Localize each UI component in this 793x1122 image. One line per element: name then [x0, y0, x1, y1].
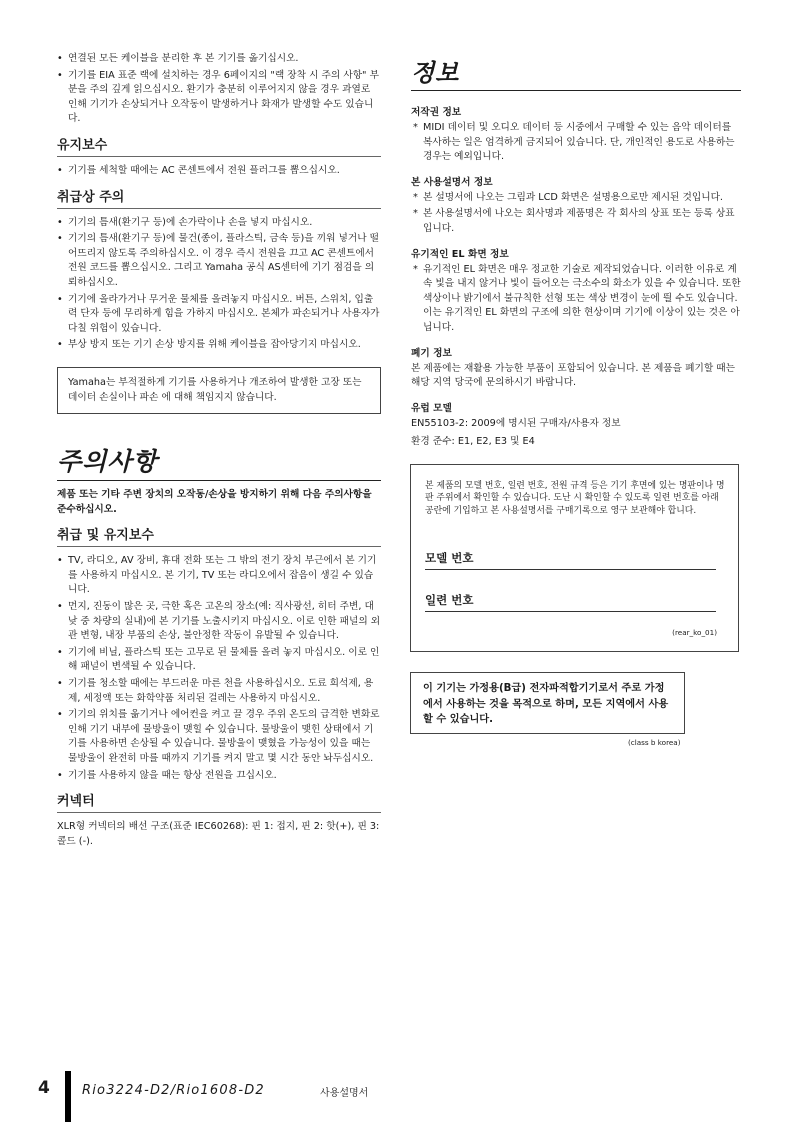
list-item: • 기기를 EIA 표준 랙에 설치하는 경우 6페이지의 "랙 장착 시 주의 사항" 부분을 주의 깊게 읽으십시오. 환기가 충분히 이루어지지 않을 경우 과열로 인해 기기가 손상되거나 오작동이 발생하거나 화재가 발생할 수도 있습니다. [57, 69, 381, 127]
caution-lead: 제품 또는 기타 주변 장치의 오작동/손상을 방지하기 위해 다음 주의사항을 준수하십시오. [57, 489, 372, 515]
info-title: 정보 [411, 53, 741, 91]
list-item: • 기기의 틈새(환기구 등)에 물건(종이, 플라스틱, 금속 등)을 끼워 넣거나 떨어뜨리지 않도록 주의하십시오. 이 경우 즉시 전원을 끄고 AC 콘센트에서 전원 코드를 뽑으십시오. 그리고 Yamaha 공식 AS센터에 기기 점검을 의뢰하십시오. [57, 232, 381, 290]
list-item: * 유기적인 EL 화면은 매우 정교한 기술로 제작되었습니다. 이러한 이유로 계속 빛을 내지 않거나 빛이 들어오는 극소수의 화소가 있을 수 있습니다. 또한 색상이나 밝기에서 불규칙한 선형 또는 색상 변경이 눈에 띌 수도 있습니다. 이는 유기적인 EL 화면의 구조에 의한 현상이며 기기에 이상이 있는 것은 아닙니다. [411, 263, 741, 336]
footer-divider [65, 1071, 71, 1122]
list-item: * 본 사용설명서에 나오는 회사명과 제품명은 각 회사의 상표 또는 등록 상표입니다. [411, 207, 741, 236]
manual-info-heading: 본 사용설명서 정보 [411, 176, 493, 188]
serial-number-field: 일련 번호 [425, 592, 716, 612]
copyright-heading: 저작권 정보 [411, 107, 462, 118]
manual-info-list [411, 191, 741, 237]
caution-title: 주의사항 [57, 442, 381, 481]
intro-bullets [57, 52, 381, 127]
list-item: • 기기를 사용하지 않을 때는 항상 전원을 끄십시오. [57, 769, 381, 784]
list-item: • 연결된 모든 케이블을 분리한 후 본 기기를 옮기십시오. [57, 52, 381, 67]
el-display-heading: 유기적인 EL 화면 정보 [411, 248, 509, 260]
list-item: • 기기를 세척할 때에는 AC 콘센트에서 전원 플러그를 뽑으십시오. [57, 164, 381, 179]
maintenance-bullets [57, 164, 381, 179]
list-item: • 기기의 틈새(환기구 등)에 손가락이나 손을 넣지 마십시오. [57, 216, 381, 231]
left-column [57, 52, 381, 849]
list-item: • 기기에 올라가거나 무거운 물체를 올려놓지 마십시오. 버튼, 스위치, 입출력 단자 등에 무리하게 힘을 가하지 마십시오. 본체가 파손되거나 사용자가 다칠 위험이 있습니다. [57, 293, 381, 337]
list-item: • TV, 라디오, AV 장비, 휴대 전화 또는 그 밖의 전기 장치 부근에서 본 기기를 사용하지 마십시오. 본 기기, TV 또는 라디오에서 잡음이 생길 수 있습니다. [57, 554, 381, 598]
eu-line-1: EN55103-2: 2009에 명시된 구매자/사용자 정보 [411, 417, 621, 429]
disposal-text: 본 제품에는 재활용 가능한 부품이 포함되어 있습니다. 본 제품을 폐기할 때는 해당 지역 당국에 문의하시기 바랍니다. [411, 362, 735, 389]
handling-heading: 취급상 주의 [57, 186, 381, 209]
handling-bullets [57, 216, 381, 353]
caution-bullets [57, 554, 381, 783]
serial-box-intro: 본 제품의 모델 번호, 일련 번호, 전원 규격 등은 기기 후면에 있는 명판이나 명판 주위에서 확인할 수 있습니다. 도난 시 확인할 수 있도록 일련 번호를 아래 공란에 기입하고 본 사용설명서를 구매기록으로 영구 보관해야 합니다. [425, 481, 725, 516]
footer-product-title: Rio3224-D2/Rio1608-D2 [82, 1083, 265, 1098]
list-item: • 기기에 비닐, 플라스틱 또는 고무로 된 물체를 올려 놓지 마십시오. 이로 인해 패널이 변색될 수 있습니다. [57, 646, 381, 675]
disposal-heading: 폐기 정보 [411, 347, 452, 359]
el-display-list [411, 263, 741, 336]
model-number-field: 모델 번호 [425, 550, 716, 570]
copyright-list [411, 121, 741, 165]
right-column [411, 52, 741, 450]
yamaha-notice-box: Yamaha는 부적절하게 기기를 사용하거나 개조하여 발생한 고장 또는 데이터 손실이나 파손 에 대해 책임지지 않습니다. [57, 367, 381, 414]
list-item: * 본 설명서에 나오는 그림과 LCD 화면은 설명용으로만 제시된 것입니다. [411, 191, 741, 206]
list-item: • 먼지, 진동이 많은 곳, 극한 혹은 고온의 장소(예: 직사광선, 히터 주변, 대낮 중 차량의 실내)에 본 기기를 노출시키지 마십시오. 이로 인한 패널의 외관 변형, 내장 부품의 손상, 불안정한 작동이 유발될 수 있습니다. [57, 600, 381, 644]
class-b-note: (class b korea) [628, 738, 681, 747]
handling-maintenance-heading: 취급 및 유지보수 [57, 524, 381, 547]
serial-number-box [410, 464, 739, 652]
serial-box-code: (rear_ko_01) [672, 628, 717, 637]
eu-line-2: 환경 준수: E1, E2, E3 및 E4 [411, 436, 535, 448]
list-item: • 기기의 위치를 옮기거나 에어컨을 켜고 끌 경우 주위 온도의 급격한 변화로 인해 기기 내부에 물방울이 맺힐 수 있습니다. 물방울이 맺힌 상태에서 기기를 사용하면 손상될 수 있습니다. 물방울이 맺혔을 가능성이 있을 때는 물방울이 완전히 마를 때까지 기기를 켜지 말고 몇 시간 동안 놔두십시오. [57, 708, 381, 766]
page-number: 4 [38, 1078, 50, 1098]
maintenance-heading: 유지보수 [57, 134, 381, 157]
connector-heading: 커넥터 [57, 790, 381, 813]
list-item: * MIDI 데이터 및 오디오 데이터 등 시중에서 구매할 수 있는 음악 데이터를 복사하는 일은 엄격하게 금지되어 있습니다. 단, 개인적인 용도로 사용하는 경우는 예외입니다. [411, 121, 741, 165]
list-item: • 부상 방지 또는 기기 손상 방지를 위해 케이블을 잡아당기지 마십시오. [57, 338, 381, 353]
class-b-notice-box: 이 기기는 가정용(B급) 전자파적합기기로서 주로 가정에서 사용하는 것을 목적으로 하며, 모든 지역에서 사용할 수 있습니다. [410, 672, 685, 734]
eu-model-heading: 유럽 모델 [411, 402, 452, 414]
list-item: • 기기를 청소할 때에는 부드러운 마른 천을 사용하십시오. 도료 희석제, 용제, 세정액 또는 화학약품 처리된 걸레는 사용하지 마십시오. [57, 677, 381, 706]
connector-text: XLR형 커넥터의 배선 구조(표준 IEC60268): 핀 1: 접지, 핀 2: 핫(+), 핀 3: 콜드 (-). [57, 821, 380, 847]
footer-manual-label: 사용설명서 [320, 1088, 369, 1099]
